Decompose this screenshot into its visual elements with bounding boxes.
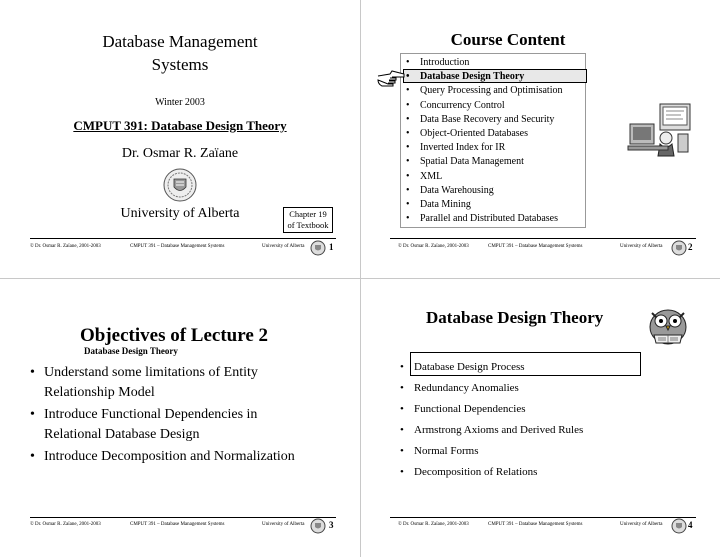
slide-title: Database Management Systems: [102, 32, 258, 74]
list-item: • Data Warehousing: [406, 184, 562, 198]
computer-user-clipart-icon: [626, 100, 692, 158]
list-item: • XML: [406, 170, 562, 184]
university-seal-icon: [671, 518, 687, 534]
university-name: University of Alberta: [120, 206, 240, 221]
slide-1: [0, 0, 360, 278]
footer-copyright: © Dr. Osmar R. Zaïane, 2001-2003: [398, 244, 469, 249]
list-item: • Data Mining: [406, 198, 562, 212]
list-item: • Parallel and Distributed Databases: [406, 212, 562, 226]
list-item: • Query Processing and Optimisation: [406, 84, 562, 98]
objectives-list: [30, 363, 300, 467]
list-item: • Decomposition of Relations: [400, 462, 583, 483]
list-item: • Functional Dependencies: [400, 399, 583, 420]
footer-university: University of Alberta: [262, 522, 305, 527]
page-number: 4: [688, 520, 693, 530]
owl-mascot-icon: [644, 299, 692, 347]
university-crest-icon: [162, 167, 198, 203]
list-item: • Inverted Index for IR: [406, 141, 562, 155]
list-item: • Concurrency Control: [406, 99, 562, 113]
list-item: • Redundancy Anomalies: [400, 378, 583, 399]
list-item: • Spatial Data Management: [406, 155, 562, 169]
slide-subtitle: Database Design Theory: [84, 346, 178, 356]
slide-title: Course Content: [450, 30, 566, 49]
footer-course: CMPUT 391 – Database Management Systems: [130, 522, 225, 527]
list-item-active: • Database Design Theory: [406, 70, 562, 84]
slide-2: [360, 0, 720, 278]
course-content-list: [406, 56, 562, 226]
slide-title: Database Design Theory: [426, 308, 604, 327]
list-item: • Data Base Recovery and Security: [406, 113, 562, 127]
university-seal-icon: [310, 240, 326, 256]
footer-course: CMPUT 391 – Database Management Systems: [130, 244, 225, 249]
list-item: • Introduction: [406, 56, 562, 70]
university-seal-icon: [310, 518, 326, 534]
list-item: • Understand some limitations of Entity Relationship Model: [30, 363, 300, 403]
slide-title: Objectives of Lecture 2: [80, 325, 269, 346]
footer-course: CMPUT 391 – Database Management Systems: [488, 244, 583, 249]
topics-list: [400, 357, 583, 483]
list-item: • Introduce Decomposition and Normalization: [30, 447, 300, 467]
footer-copyright: © Dr. Osmar R. Zaïane, 2001-2003: [30, 522, 101, 527]
university-seal-icon: [671, 240, 687, 256]
footer-university: University of Alberta: [262, 244, 305, 249]
slide-3: [0, 279, 360, 557]
footer-university: University of Alberta: [620, 244, 663, 249]
term-label: Winter 2003: [155, 97, 205, 108]
list-item: • Object-Oriented Databases: [406, 127, 562, 141]
chapter-note: Chapter 19 of Textbook: [283, 207, 333, 233]
footer-copyright: © Dr. Osmar R. Zaïane, 2001-2003: [30, 244, 101, 249]
footer-course: CMPUT 391 – Database Management Systems: [488, 522, 583, 527]
page-number: 2: [688, 242, 693, 252]
slide-4: [360, 279, 720, 557]
list-item: • Armstrong Axioms and Derived Rules: [400, 420, 583, 441]
list-item: • Normal Forms: [400, 441, 583, 462]
page-number: 1: [329, 242, 334, 252]
author-name: Dr. Osmar R. Zaïane: [121, 146, 239, 161]
pointing-hand-icon: [376, 68, 406, 88]
footer-copyright: © Dr. Osmar R. Zaïane, 2001-2003: [398, 522, 469, 527]
course-title: CMPUT 391: Database Design Theory: [73, 118, 287, 133]
footer-university: University of Alberta: [620, 522, 663, 527]
list-item: • Introduce Functional Dependencies in Relational Database Design: [30, 405, 300, 445]
page-number: 3: [329, 520, 334, 530]
list-item-active: • Database Design Process: [400, 357, 583, 378]
